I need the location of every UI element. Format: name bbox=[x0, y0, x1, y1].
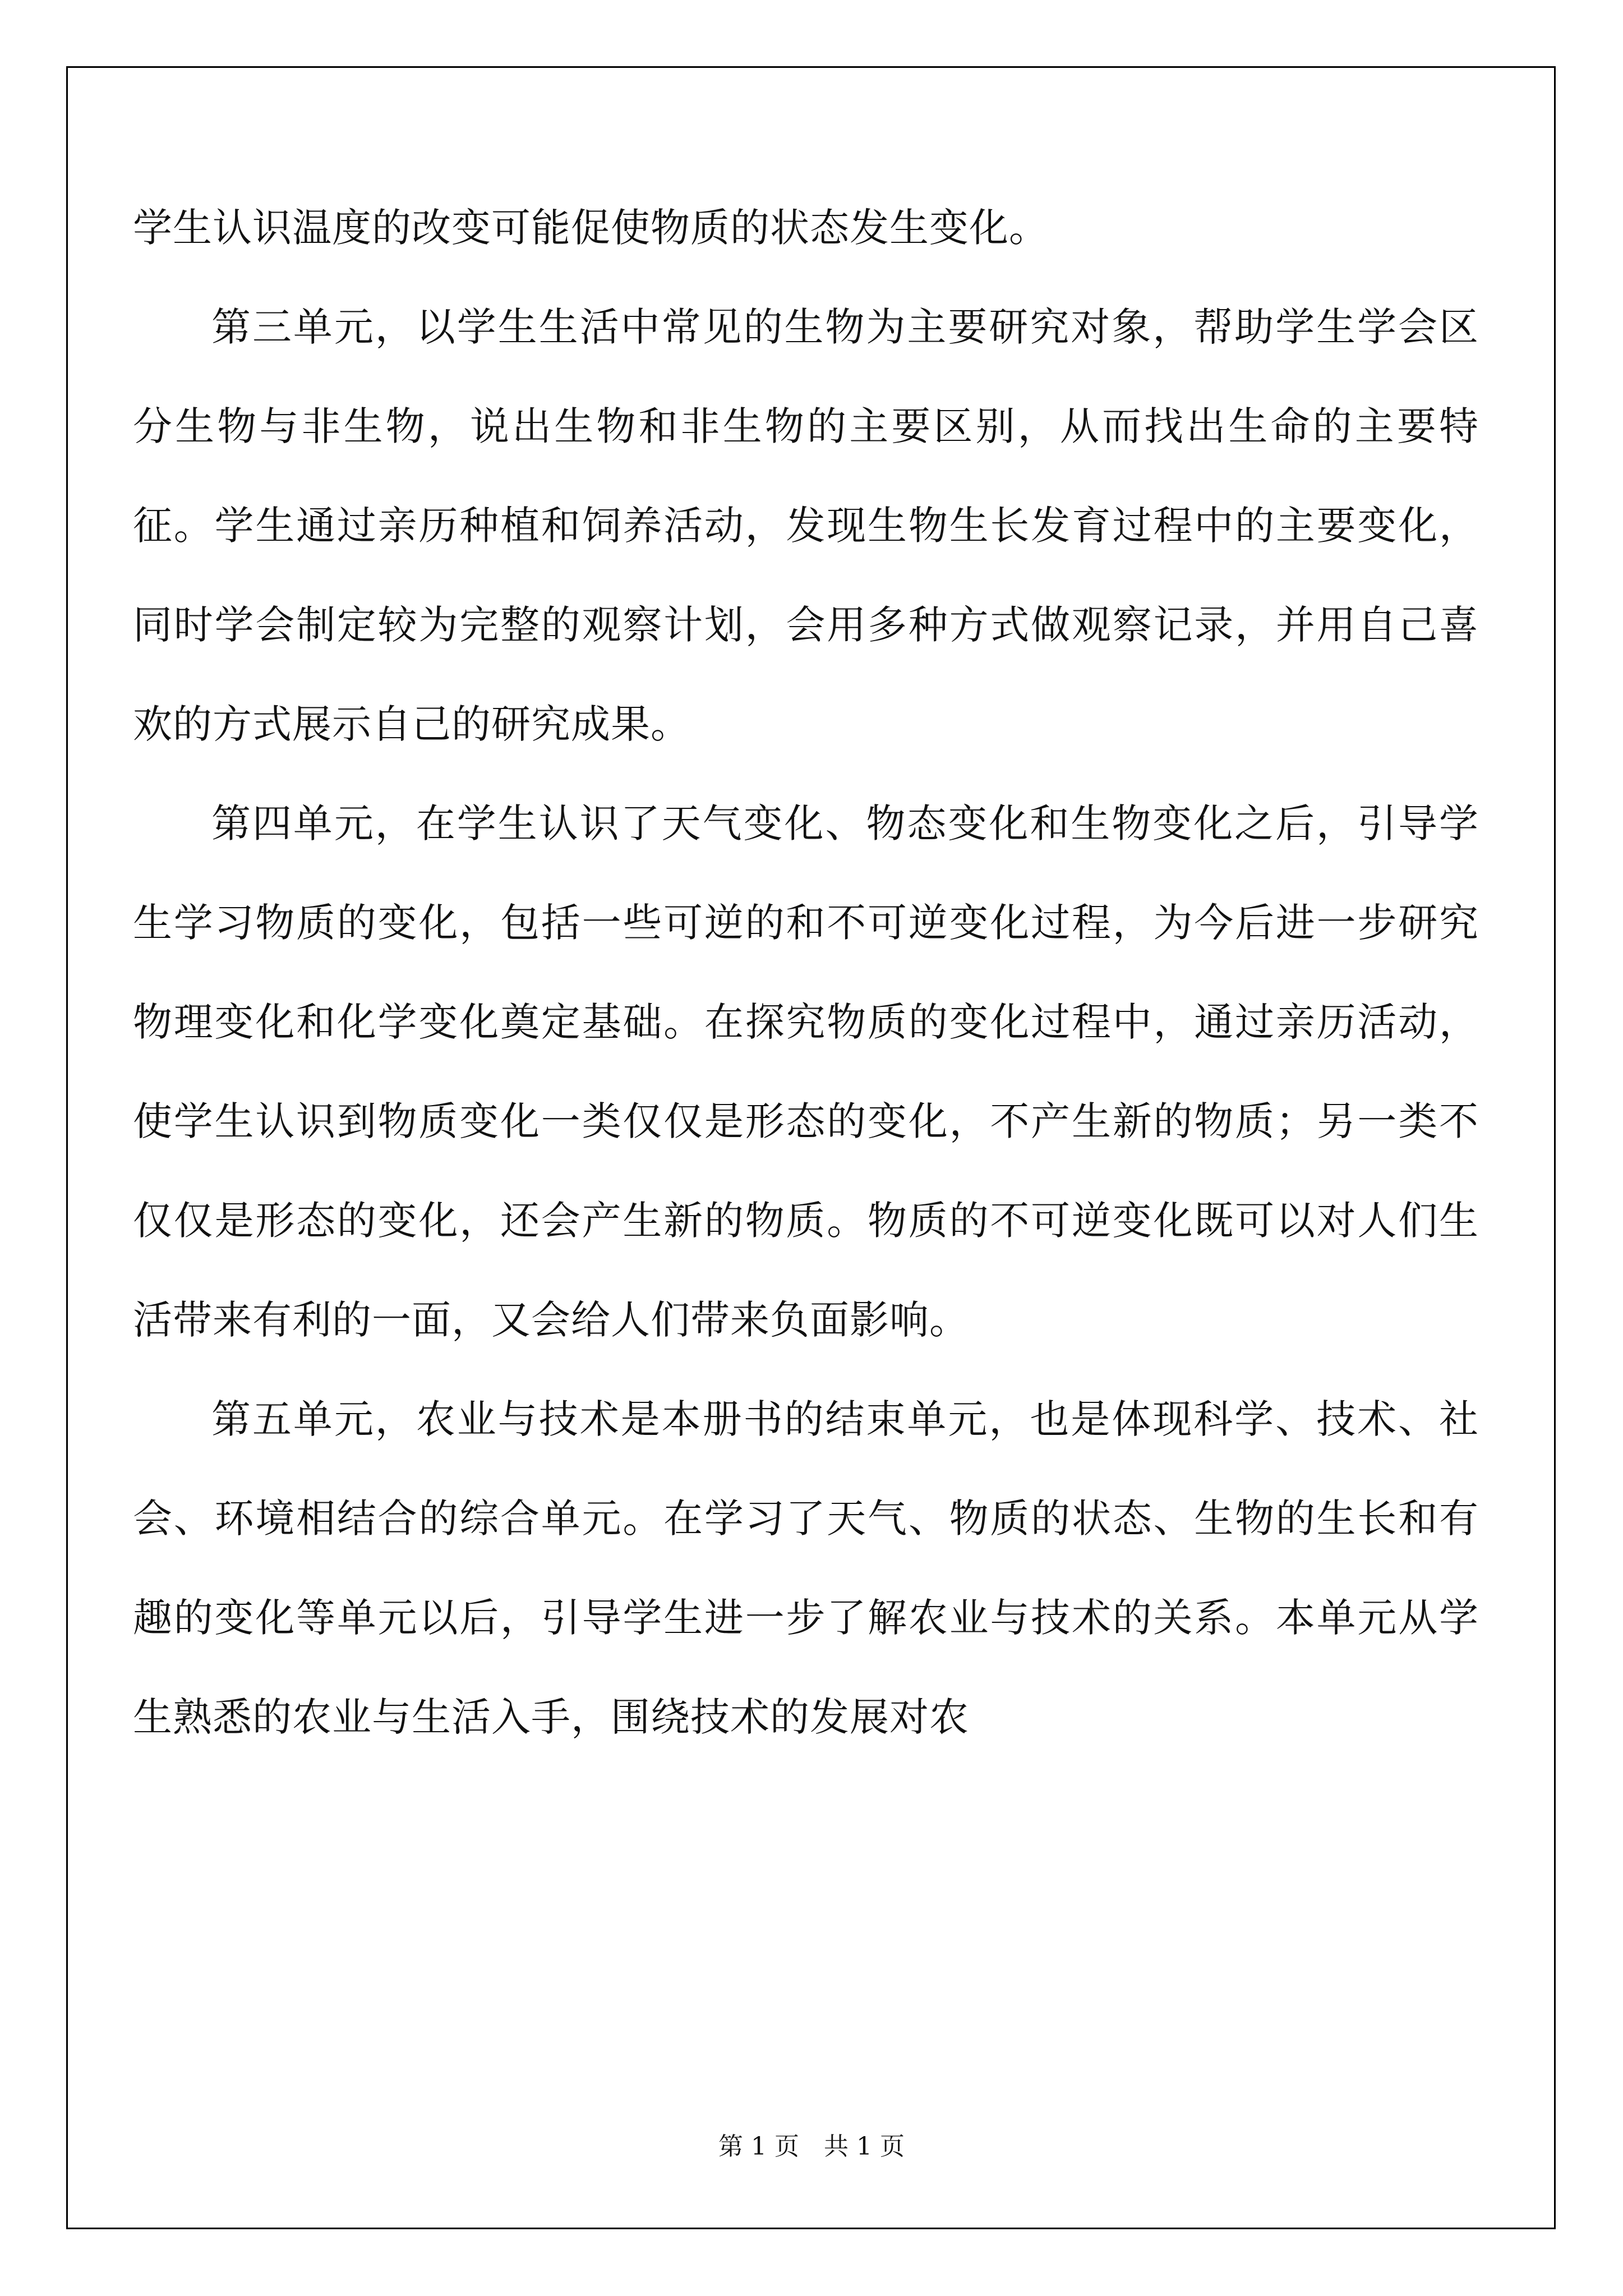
paragraph-3: 第四单元，在学生认识了天气变化、物态变化和生物变化之后，引导学生学习物质的变化，包括一些可逆的和不可逆变化过程，为今后进一步研究物理变化和化学变化奠定基础。在探究物质的变化过程中，通过亲历活动，使学生认识到物质变化一类仅仅是形态的变化，不产生新的物质；另一类不仅仅是形态的变化，还会产生新的物质。物质的不可逆变化既可以对人们生活带来有利的一面，又会给人们带来负面影响。 bbox=[133, 800, 1479, 1343]
document-body bbox=[133, 178, 1479, 1767]
paragraph-2: 第三单元，以学生生活中常见的生物为主要研究对象，帮助学生学会区分生物与非生物，说出生物和非生物的主要区别，从而找出生命的主要特征。学生通过亲历种植和饲养活动，发现生物生长发育过程中的主要变化，同时学会制定较为完整的观察计划，会用多种方式做观察记录，并用自己喜欢的方式展示自己的研究成果。 bbox=[133, 304, 1479, 747]
page-number-footer: 第 1 页 共 1 页 bbox=[718, 2132, 905, 2161]
paragraph-4: 第五单元，农业与技术是本册书的结束单元，也是体现科学、技术、社会、环境相结合的综合单元。在学习了天气、物质的状态、生物的生长和有趣的变化等单元以后，引导学生进一步了解农业与技术的关系。本单元从学生熟悉的农业与生活入手，围绕技术的发展对农 bbox=[133, 1396, 1479, 1740]
paragraph-1: 学生认识温度的改变可能促使物质的状态发生变化。 bbox=[133, 205, 1049, 251]
